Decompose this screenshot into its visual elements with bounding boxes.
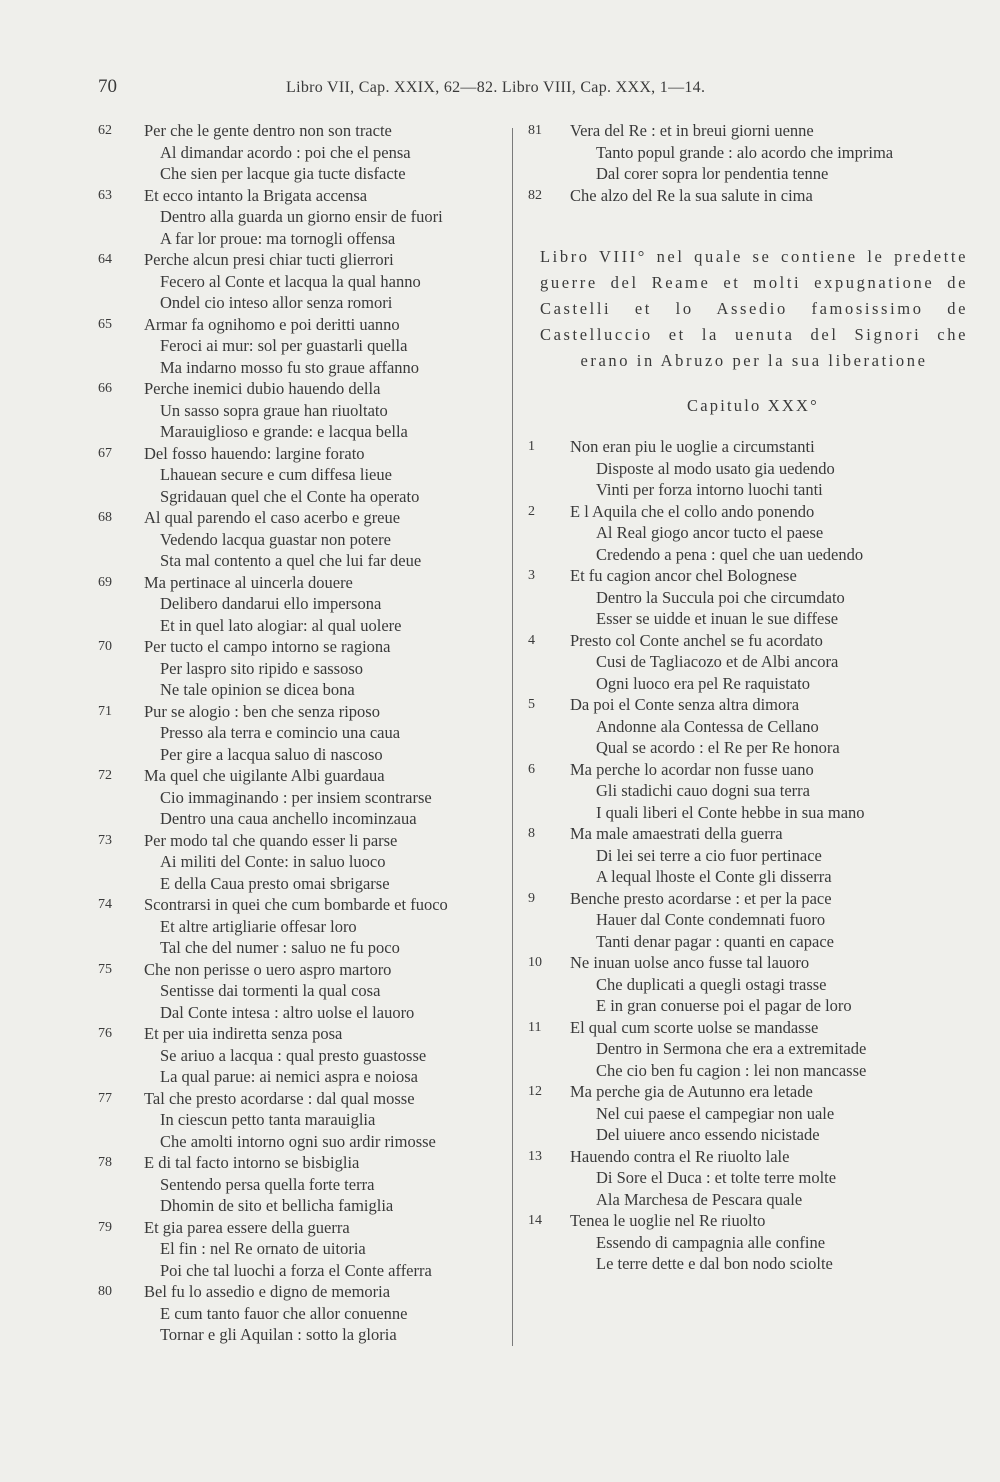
verse-line: Qual se acordo : el Re per Re honora (596, 738, 840, 757)
chapter-title: Capitulo XXX° (687, 396, 819, 415)
verse-line: Fecero al Conte et lacqua la qual hanno (160, 271, 421, 291)
stanza-number: 72 (98, 768, 112, 783)
verse-line: Vera del Re : et in breui giorni uenne (570, 121, 814, 140)
stanza (98, 572, 516, 637)
verse-line: Per modo tal che quando esser li parse (144, 830, 398, 850)
verse-line: Ma perche gia de Autunno era letade (570, 1082, 813, 1101)
verse-line: Dentro alla guarda un giorno ensir de fuori (160, 207, 443, 226)
stanza (98, 443, 516, 508)
verse-line: E cum tanto fauor che allor conuenne (160, 1303, 408, 1323)
verse-line: I quali liberi el Conte hebbe in sua mano (596, 802, 865, 822)
verse-line: Se ariuo a lacqua : qual presto guastosse (160, 1045, 427, 1065)
verse-line: Vinti per forza intorno luochi tanti (596, 480, 823, 499)
verse-line: Nel cui paese el campegiar non uale (596, 1103, 835, 1123)
stanza-number: 75 (98, 961, 112, 977)
stanza (528, 823, 968, 888)
stanza-number: 67 (98, 445, 112, 461)
verse-line: Per laspro sito ripido e sassoso (160, 658, 364, 678)
stanza-number: 68 (98, 510, 112, 525)
verse-line: Delibero dandarui ello impersona (160, 594, 382, 613)
stanza-number: 63 (98, 187, 112, 203)
stanza (528, 120, 968, 185)
verse-line: Et in quel lato alogiar: al qual uolere (160, 615, 402, 635)
book-heading: Libro VIII° nel quale se contiene le predette guerre del Reame et molti expugnatione de Castelli et lo Assedio famosissimo de Castelluccio et la uenuta del Signori che erano in Abruzo per la sua liberatione (540, 247, 968, 370)
verse-line: Per gire a lacqua saluo di nascoso (160, 744, 383, 764)
stanza (98, 894, 516, 959)
stanza (98, 1217, 516, 1282)
verse-line: Che cio ben fu cagion : lei non mancasse (596, 1060, 867, 1080)
stanza (98, 1023, 516, 1088)
left-column (98, 120, 516, 1346)
verse-line: Perche inemici dubio hauendo della (144, 379, 381, 398)
verse-line: Ai militi del Conte: in saluo luoco (160, 852, 386, 871)
verse-line: Del uiuere anco essendo nicistade (596, 1125, 820, 1144)
stanza (528, 694, 968, 759)
verse-line: Perche alcun presi chiar tucti glierrori (144, 250, 394, 269)
verse-line: Credendo a pena : quel che uan uedendo (596, 544, 864, 564)
verse-line: Et per uia indiretta senza posa (144, 1024, 343, 1043)
verse-line: Che duplicati a quegli ostagi trasse (596, 974, 827, 994)
verse-line: Sgridauan quel che el Conte ha operato (160, 486, 420, 506)
verse-line: Et gia parea essere della guerra (144, 1217, 350, 1237)
stanza-number: 2 (528, 503, 535, 519)
verse-line: A lequal lhoste el Conte gli disserra (596, 867, 832, 886)
verse-line: Che sien per lacque gia tucte disfacte (160, 164, 406, 183)
verse-line: Che non perisse o uero aspro martoro (144, 959, 392, 979)
right-top-stanzas (528, 120, 968, 206)
stanza (98, 249, 516, 314)
verse-line: Ogni luoco era pel Re raquistato (596, 673, 810, 693)
stanza-number: 9 (528, 890, 535, 906)
stanza-number: 10 (528, 955, 542, 970)
stanza-number: 70 (98, 639, 112, 654)
stanza-number: 1 (528, 439, 535, 454)
verse-line: Marauiglioso e grande: e lacqua bella (160, 422, 408, 441)
verse-line: El fin : nel Re ornato de uitoria (160, 1239, 366, 1258)
verse-line: Sentisse dai tormenti la qual cosa (160, 981, 381, 1000)
stanza-number: 3 (528, 568, 535, 583)
verse-line: Lhauean secure e cum diffesa lieue (160, 465, 392, 484)
verse-line: Presso ala terra e comincio una caua (160, 723, 401, 742)
running-head: Libro VII, Cap. XXIX, 62—82. Libro VIII, Cap. XXX, 1—14. (286, 79, 706, 96)
stanza-number: 11 (528, 1019, 542, 1035)
stanza-number: 78 (98, 1155, 112, 1170)
verse-line: E in gran conuerse poi el pagar de loro (596, 996, 852, 1015)
verse-line: Al dimandar acordo : poi che el pensa (160, 142, 411, 162)
stanza-number: 79 (98, 1219, 112, 1235)
stanza-number: 66 (98, 381, 112, 396)
verse-line: Essendo di campagnia alle confine (596, 1232, 826, 1252)
verse-line: Le terre dette e dal bon nodo sciolte (596, 1254, 833, 1273)
stanza (528, 888, 968, 953)
verse-line: Tenea le uoglie nel Re riuolto (570, 1211, 766, 1230)
verse-line: Et fu cagion ancor chel Bolognese (570, 566, 797, 585)
stanza (98, 314, 516, 379)
stanza (528, 630, 968, 695)
verse-line: Dal corer sopra lor pendentia tenne (596, 164, 829, 183)
stanza-number: 69 (98, 574, 112, 590)
stanza (98, 765, 516, 830)
right-column (528, 120, 968, 1275)
verse-line: Scontrarsi in quei che cum bombarde et fuoco (144, 895, 448, 914)
stanza-number: 77 (98, 1090, 112, 1106)
verse-line: Sentendo persa quella forte terra (160, 1174, 375, 1194)
verse-line: Benche presto acordarse : et per la pace (570, 888, 832, 908)
stanza (98, 830, 516, 895)
stanza (528, 185, 968, 207)
verse-line: Di lei sei terre a cio fuor pertinace (596, 845, 822, 865)
stanza-number: 73 (98, 832, 112, 848)
verse-line: Del fosso hauendo: largine forato (144, 443, 365, 463)
stanza-number: 14 (528, 1213, 542, 1228)
verse-line: Ne inuan uolse anco fusse tal lauoro (570, 953, 810, 972)
verse-line: Non eran piu le uoglie a circumstanti (570, 437, 815, 456)
stanza (528, 759, 968, 824)
verse-line: Ma indarno mosso fu sto graue affanno (160, 357, 420, 377)
stanza (98, 959, 516, 1024)
stanza-number: 62 (98, 123, 112, 138)
stanza (528, 1017, 968, 1082)
verse-line: Bel fu lo assedio e digno de memoria (144, 1282, 391, 1301)
verse-line: Tal che presto acordarse : dal qual mosse (144, 1088, 415, 1108)
stanza (98, 378, 516, 443)
verse-line: Tanto popul grande : alo acordo che imprima (596, 142, 894, 162)
verse-line: Ma pertinace al uincerla douere (144, 572, 353, 592)
verse-line: Ala Marchesa de Pescara quale (596, 1189, 803, 1209)
verse-line: In ciescun petto tanta marauiglia (160, 1110, 376, 1129)
verse-line: Cusi de Tagliacozo et de Albi ancora (596, 652, 839, 671)
verse-line: Da poi el Conte senza altra dimora (570, 695, 800, 714)
stanza (528, 501, 968, 566)
verse-line: Tanti denar pagar : quanti en capace (596, 931, 834, 951)
stanza (98, 701, 516, 766)
verse-line: E l Aquila che el collo ando ponendo (570, 501, 815, 521)
stanza-number: 65 (98, 316, 112, 332)
verse-line: Poi che tal luochi a forza el Conte afferra (160, 1260, 432, 1280)
verse-line: Per che le gente dentro non son tracte (144, 121, 392, 140)
verse-line: Dal Conte intesa : altro uolse el lauoro (160, 1002, 415, 1022)
verse-line: Che alzo del Re la sua salute in cima (570, 185, 813, 205)
verse-line: Presto col Conte anchel se fu acordato (570, 630, 823, 650)
page-number: 70 (98, 76, 117, 97)
verse-line: Per tucto el campo intorno se ragiona (144, 637, 391, 656)
verse-line: Andonne ala Contessa de Cellano (596, 716, 819, 736)
verse-line: Al qual parendo el caso acerbo e greue (144, 508, 401, 527)
verse-line: Disposte al modo usato gia uedendo (596, 458, 835, 478)
verse-line: Et ecco intanto la Brigata accensa (144, 185, 368, 205)
stanza (98, 636, 516, 701)
stanza (528, 436, 968, 501)
verse-line: Feroci ai mur: sol per guastarli quella (160, 336, 408, 355)
stanza-number: 76 (98, 1026, 112, 1041)
verse-line: Esser se uidde et inuan le sue diffese (596, 609, 839, 628)
stanza-number: 8 (528, 826, 535, 841)
verse-line: Dentro la Succula poi che circumdato (596, 587, 845, 607)
stanza-number: 6 (528, 761, 535, 777)
stanza-number: 74 (98, 897, 112, 912)
verse-line: Et altre artigliarie offesar loro (160, 916, 357, 936)
stanza-number: 82 (528, 187, 542, 203)
stanza (98, 120, 516, 185)
chapter-stanzas (528, 436, 968, 1275)
stanza-number: 64 (98, 252, 112, 267)
verse-line: E della Caua presto omai sbrigarse (160, 873, 390, 893)
verse-line: Gli stadichi cauo dogni sua terra (596, 781, 810, 800)
verse-line: Al Real giogo ancor tucto el paese (596, 523, 824, 542)
verse-line: Di Sore el Duca : et tolte terre molte (596, 1168, 837, 1187)
verse-line: E di tal facto intorno se bisbiglia (144, 1153, 360, 1172)
stanza (98, 1152, 516, 1217)
verse-line: Dentro una caua anchello incominzaua (160, 809, 417, 828)
verse-line: A far lor proue: ma tornogli offensa (160, 228, 396, 248)
verse-line: Ondel cio inteso allor senza romori (160, 293, 393, 312)
verse-line: Armar fa ognihomo e poi deritti uanno (144, 314, 400, 334)
verse-line: Ma male amaestrati della guerra (570, 824, 783, 843)
stanza (528, 565, 968, 630)
verse-line: Cio immaginando : per insiem scontrarse (160, 787, 432, 807)
verse-line: Ma perche lo acordar non fusse uano (570, 759, 814, 779)
stanza (528, 1210, 968, 1275)
stanza (528, 1081, 968, 1146)
stanza (98, 1281, 516, 1346)
verse-line: Ne tale opinion se dicea bona (160, 680, 355, 699)
verse-line: Sta mal contento a quel che lui far deue (160, 551, 422, 570)
verse-line: La qual parue: ai nemici aspra e noiosa (160, 1067, 418, 1086)
stanza (98, 507, 516, 572)
stanza-number: 5 (528, 697, 535, 712)
verse-line: Pur se alogio : ben che senza riposo (144, 701, 380, 721)
stanza-number: 81 (528, 123, 542, 138)
verse-line: Dhomin de sito et bellicha famiglia (160, 1196, 394, 1215)
verse-line: Vedendo lacqua guastar non potere (160, 529, 391, 549)
stanza (98, 185, 516, 250)
verse-line: Hauendo contra el Re riuolto lale (570, 1146, 790, 1166)
stanza (98, 1088, 516, 1153)
stanza-number: 13 (528, 1148, 542, 1164)
verse-line: Tal che del numer : saluo ne fu poco (160, 938, 400, 957)
verse-line: El qual cum scorte uolse se mandasse (570, 1017, 819, 1037)
stanza-number: 80 (98, 1284, 112, 1299)
verse-line: Hauer dal Conte condemnati fuoro (596, 910, 826, 929)
verse-line: Che amolti intorno ogni suo ardir rimosse (160, 1131, 436, 1151)
stanza-number: 71 (98, 703, 112, 719)
verse-line: Dentro in Sermona che era a extremitade (596, 1039, 867, 1058)
stanza (528, 1146, 968, 1211)
verse-line: Ma quel che uigilante Albi guardaua (144, 766, 385, 785)
stanza (528, 952, 968, 1017)
stanza-number: 4 (528, 632, 535, 648)
verse-line: Un sasso sopra graue han riuoltato (160, 400, 388, 420)
stanza-number: 12 (528, 1084, 542, 1099)
verse-line: Tornar e gli Aquilan : sotto la gloria (160, 1325, 397, 1344)
